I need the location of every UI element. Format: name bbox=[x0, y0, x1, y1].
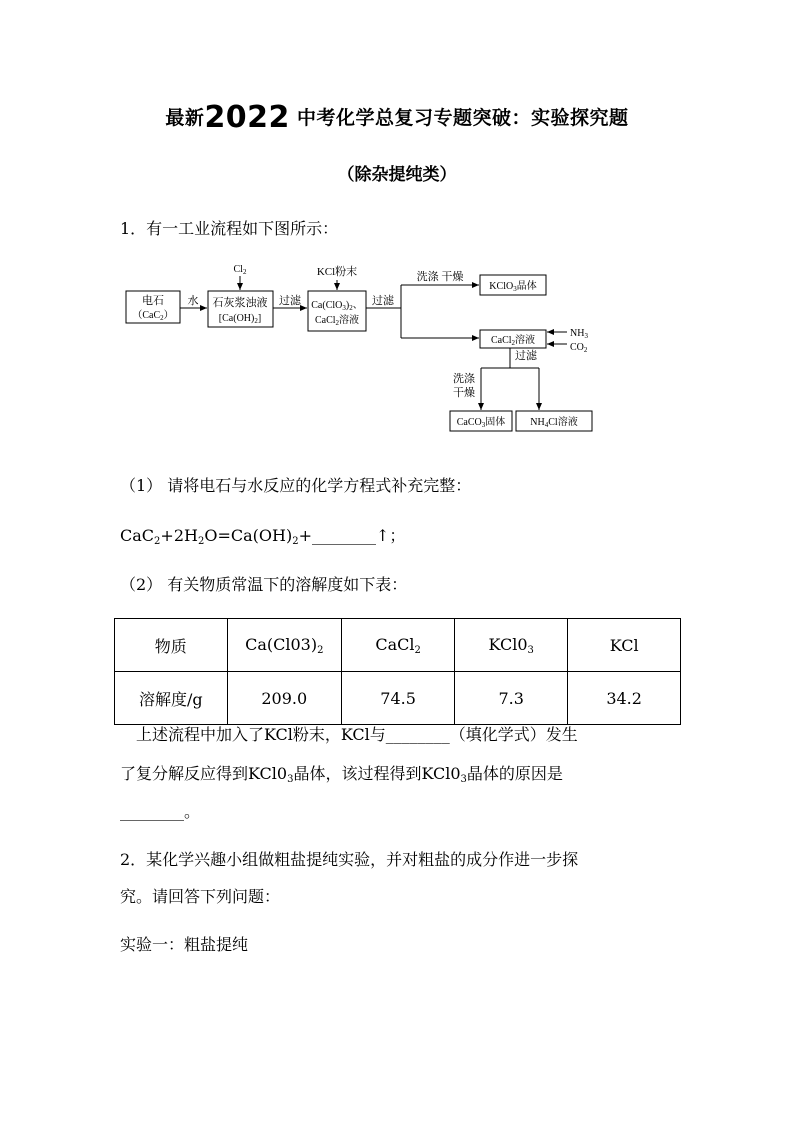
label-kcl-powder: KCl粉末 bbox=[316, 266, 358, 278]
q1-equation: $CaC_2+2H_2O=Ca(OH)_2+\_\_\_\_\_\_\_\_↑$； bbox=[120, 526, 406, 547]
label-carbide: 电石 bbox=[142, 295, 164, 307]
label-filter3: 过滤 bbox=[515, 350, 537, 362]
q1-part1: （1） 请将电石与水反应的化学方程式补充完整： bbox=[120, 476, 472, 495]
label-lime: 石灰浆浊液 bbox=[212, 297, 268, 309]
cell-solubility-kclo3: 7.3 bbox=[455, 672, 568, 725]
cell-header-substance: 物质 bbox=[115, 619, 228, 672]
page-title bbox=[0, 100, 794, 135]
label-caco3: CaCO$_3$固体 bbox=[456, 417, 506, 429]
cell-solubility-label: 溶解度/g bbox=[115, 672, 228, 725]
q1-stem: 1．有一工业流程如下图所示： bbox=[120, 219, 339, 238]
page-subtitle: （除杂提纯类） bbox=[337, 165, 457, 185]
label-lime-formula: $[Ca(OH)_2]$ bbox=[218, 313, 262, 325]
q1-after-table-line3: ________。 bbox=[120, 802, 201, 821]
cell-solubility-kcl: 34.2 bbox=[568, 672, 681, 725]
cell-header-cacl2: CaCl$_2$ bbox=[342, 619, 455, 672]
label-wash-dry: 洗涤 干燥 bbox=[416, 271, 464, 283]
cell-solubility-caclo32: 209.0 bbox=[227, 672, 342, 725]
cell-header-kcl: KCl bbox=[568, 619, 681, 672]
label-kclo3: KClO$_3$晶体 bbox=[489, 281, 537, 293]
table-row-solubility bbox=[115, 672, 681, 725]
process-flowchart bbox=[118, 258, 598, 438]
label-nh4cl: $NH_4Cl$溶液 bbox=[530, 417, 578, 429]
label-cacl2: CaCl$_2$溶液 bbox=[490, 335, 536, 347]
q1-after-table-line2: 了复分解反应得到$KCl0_3$晶体，该过程得到$KCl0_3$晶体的原因是 bbox=[120, 764, 563, 785]
label-wash: 洗涤 bbox=[453, 373, 475, 385]
table-row-header bbox=[115, 619, 681, 672]
label-cl2: $Cl_2$ bbox=[233, 264, 247, 276]
q2-experiment1-heading: 实验一：粗盐提纯 bbox=[120, 935, 249, 954]
label-filter2: 过滤 bbox=[372, 295, 394, 307]
title-prefix: 最新 bbox=[165, 107, 205, 129]
cell-solubility-cacl2: 74.5 bbox=[342, 672, 455, 725]
title-suffix: 中考化学总复习专题突破：实验探究题 bbox=[289, 107, 629, 129]
cell-header-kclo3: $KCl0_3$ bbox=[455, 619, 568, 672]
q1-after-table-line1: 上述流程中加入了KCl粉末，KCl与________（填化学式）发生 bbox=[136, 725, 578, 744]
q2-stem-line2: 究。请回答下列问题： bbox=[120, 887, 281, 906]
label-carbide-formula: （CaC$_2$） bbox=[132, 310, 174, 322]
q2-stem-line1: 2．某化学兴趣小组做粗盐提纯实验，并对粗盐的成分作进一步探 bbox=[120, 850, 579, 869]
solubility-table bbox=[114, 618, 681, 725]
label-filter1: 过滤 bbox=[279, 295, 301, 307]
label-co2: $CO_2$ bbox=[570, 342, 588, 354]
label-nh3: $NH_3$ bbox=[570, 328, 588, 340]
label-water: 水 bbox=[187, 295, 199, 307]
cell-header-caclo32: $Ca(Cl03)_2$ bbox=[227, 619, 342, 672]
label-mix-line1: $Ca(ClO_3)_2$、 bbox=[311, 300, 363, 312]
title-year: 2022 bbox=[204, 100, 290, 135]
label-dry: 干燥 bbox=[453, 387, 475, 399]
q1-part2: （2） 有关物质常温下的溶解度如下表： bbox=[120, 575, 408, 594]
label-mix-line2: CaCl$_2$溶液 bbox=[314, 315, 360, 327]
